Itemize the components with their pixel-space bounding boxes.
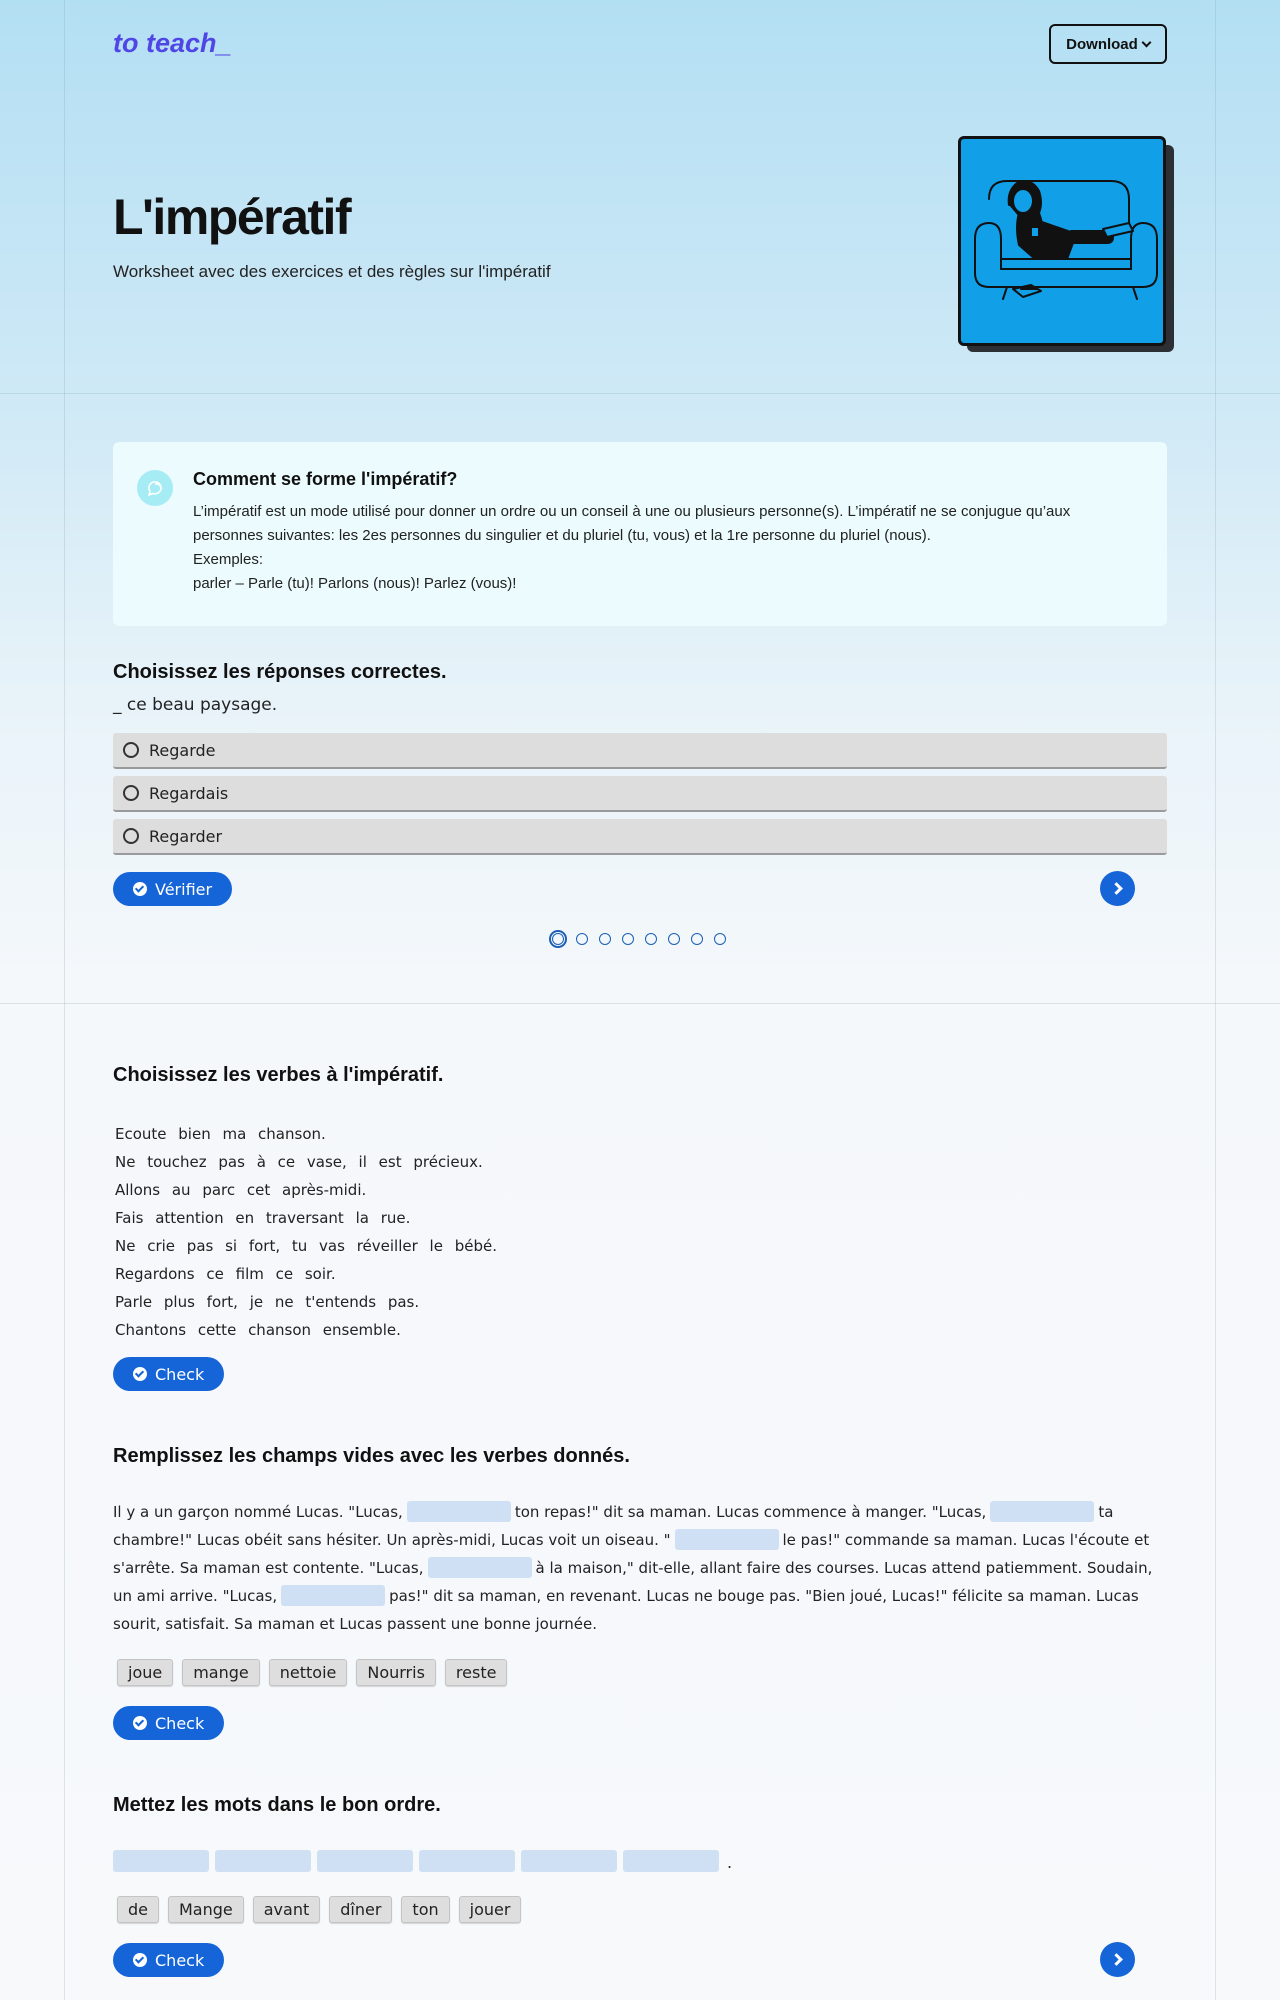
next-question-button[interactable]	[1100, 871, 1135, 906]
answer-option-label: Regarde	[149, 740, 216, 760]
word-chip[interactable]: avant	[253, 1896, 321, 1923]
pagination-dot[interactable]	[622, 933, 634, 945]
sentence-line[interactable]: Fais attention en traversant la rue.	[115, 1209, 411, 1227]
radio-icon[interactable]	[123, 785, 139, 801]
sentence-line[interactable]: Parle plus fort, je ne t'entends pas.	[115, 1293, 420, 1311]
check-button[interactable]	[113, 1357, 224, 1391]
pagination-dot[interactable]	[645, 933, 657, 945]
check-circle-icon	[133, 882, 147, 896]
blank-field[interactable]	[428, 1557, 532, 1578]
chat-bubble-icon	[137, 470, 173, 506]
pagination-dot-active[interactable]	[549, 930, 567, 948]
answer-option-label: Regarder	[149, 826, 223, 846]
word-slot[interactable]	[419, 1850, 515, 1872]
word-slot[interactable]	[113, 1850, 209, 1872]
verify-button[interactable]	[113, 872, 232, 906]
download-button[interactable]	[1049, 24, 1167, 64]
text-segment: pas!" dit sa maman, en revenant. Lucas ne bouge pas. "Bien joué, Lucas!" félicite sa maman. Lucas sourit, satisfait. Sa maman et Lucas passent une bonne journée.	[113, 1587, 1139, 1633]
quiz2-title: Choisissez les verbes à l'impératif.	[113, 1064, 444, 1086]
verify-label: Vérifier	[155, 879, 213, 899]
guide-line	[1215, 0, 1216, 2000]
next-exercise-button[interactable]	[1100, 1942, 1135, 1977]
pagination-dot[interactable]	[599, 933, 611, 945]
pagination-dot[interactable]	[714, 933, 726, 945]
info-examples-label: Exemples:	[193, 551, 264, 568]
word-chip[interactable]: Mange	[168, 1896, 244, 1923]
sentence-line[interactable]: Ecoute bien ma chanson.	[115, 1125, 326, 1143]
word-slot[interactable]	[623, 1850, 719, 1872]
info-title: Comment se forme l'impératif?	[193, 469, 458, 489]
page-subtitle: Worksheet avec des exercices et des règles sur l'impératif	[113, 262, 551, 281]
page-title: L'impératif	[113, 189, 351, 245]
chevron-right-icon	[1110, 1953, 1123, 1966]
check-label: Check	[155, 1364, 205, 1384]
word-chip[interactable]: nettoie	[269, 1659, 348, 1686]
sentence-end-punctuation: .	[727, 1853, 733, 1872]
check-circle-icon	[133, 1367, 147, 1381]
word-chip[interactable]: joue	[117, 1659, 173, 1686]
answer-option[interactable]	[113, 776, 1167, 812]
check-circle-icon	[133, 1716, 147, 1730]
word-bank	[117, 1896, 521, 1923]
word-chip[interactable]: dîner	[329, 1896, 392, 1923]
guide-line	[64, 0, 65, 2000]
question-prompt: _ ce beau paysage.	[113, 695, 278, 715]
radio-icon[interactable]	[123, 742, 139, 758]
quiz4-title: Mettez les mots dans le bon ordre.	[113, 1794, 441, 1816]
text-segment: le pas!" commande sa maman. Lucas l'écoute et s'arrête. Sa maman est contente. "Lucas,	[113, 1531, 1150, 1577]
chevron-down-icon	[1141, 37, 1151, 47]
word-chip[interactable]: Nourris	[356, 1659, 436, 1686]
guide-line	[0, 1003, 1280, 1004]
blank-field[interactable]	[407, 1501, 511, 1522]
check-button[interactable]	[113, 1706, 224, 1740]
word-slot[interactable]	[317, 1850, 413, 1872]
answer-option[interactable]	[113, 733, 1167, 769]
sentence-line[interactable]: Ne touchez pas à ce vase, il est précieux.	[115, 1153, 483, 1171]
answer-option-label: Regardais	[149, 783, 229, 803]
logo[interactable]: to teach_	[113, 28, 232, 58]
check-button[interactable]	[113, 1943, 224, 1977]
quiz3-title: Remplissez les champs vides avec les verbes donnés.	[113, 1445, 630, 1467]
radio-icon[interactable]	[123, 828, 139, 844]
word-slot[interactable]	[215, 1850, 311, 1872]
blank-field[interactable]	[675, 1529, 779, 1550]
sentence-line[interactable]: Regardons ce film ce soir.	[115, 1265, 336, 1283]
chevron-right-icon	[1110, 882, 1123, 895]
pagination-dot[interactable]	[691, 933, 703, 945]
word-chip[interactable]: jouer	[459, 1896, 522, 1923]
answer-option[interactable]	[113, 819, 1167, 855]
text-segment: ta chambre!" Lucas obéit sans hésiter. Un après-midi, Lucas voit un oiseau. "	[113, 1503, 1114, 1549]
check-circle-icon	[133, 1953, 147, 1967]
header	[113, 26, 1167, 66]
chat-bubble-glyph	[145, 478, 165, 498]
info-body	[193, 500, 1143, 596]
info-example: parler – Parle (tu)! Parlons (nous)! Parlez (vous)!	[193, 575, 517, 592]
sentence-line[interactable]: Allons au parc cet après-midi.	[115, 1181, 367, 1199]
text-segment: à la maison," dit-elle, allant faire des courses. Lucas attend patiemment. Soudain, un ami arrive. "Lucas,	[113, 1559, 1153, 1605]
download-label: Download	[1066, 35, 1138, 53]
word-slot[interactable]	[521, 1850, 617, 1872]
sentence-line[interactable]: Chantons cette chanson ensemble.	[115, 1321, 401, 1339]
text-segment: Il y a un garçon nommé Lucas. "Lucas,	[113, 1503, 403, 1521]
woman-reading-on-sofa-illustration	[961, 139, 1166, 346]
word-chip[interactable]: ton	[401, 1896, 449, 1923]
fill-in-text	[113, 1498, 1167, 1638]
word-order-slots	[113, 1850, 732, 1872]
info-paragraph: L’impératif est un mode utilisé pour donner un ordre ou un conseil à une ou plusieurs personne(s). L’impératif ne se conjugue qu’aux personnes suivantes: les 2es personnes du singulier et du pluriel (tu, vous) et la 1re personne du pluriel (nous).	[193, 503, 1071, 544]
word-chip[interactable]: de	[117, 1896, 159, 1923]
pagination-dot[interactable]	[576, 933, 588, 945]
word-bank	[117, 1659, 507, 1686]
quiz1-title: Choisissez les réponses correctes.	[113, 661, 447, 683]
hero-illustration	[958, 136, 1166, 346]
word-chip[interactable]: mange	[182, 1659, 260, 1686]
pagination-dot[interactable]	[668, 933, 680, 945]
text-segment: ton repas!" dit sa maman. Lucas commence à manger. "Lucas,	[514, 1503, 987, 1521]
verb-sentences	[115, 1120, 497, 1344]
check-label: Check	[155, 1950, 205, 1970]
word-chip[interactable]: reste	[445, 1659, 508, 1686]
sentence-line[interactable]: Ne crie pas si fort, tu vas réveiller le bébé.	[115, 1237, 497, 1255]
check-label: Check	[155, 1713, 205, 1733]
info-card	[113, 442, 1167, 626]
question-pagination	[549, 930, 726, 948]
guide-line	[0, 393, 1280, 394]
blank-field[interactable]	[281, 1585, 385, 1606]
blank-field[interactable]	[990, 1501, 1094, 1522]
